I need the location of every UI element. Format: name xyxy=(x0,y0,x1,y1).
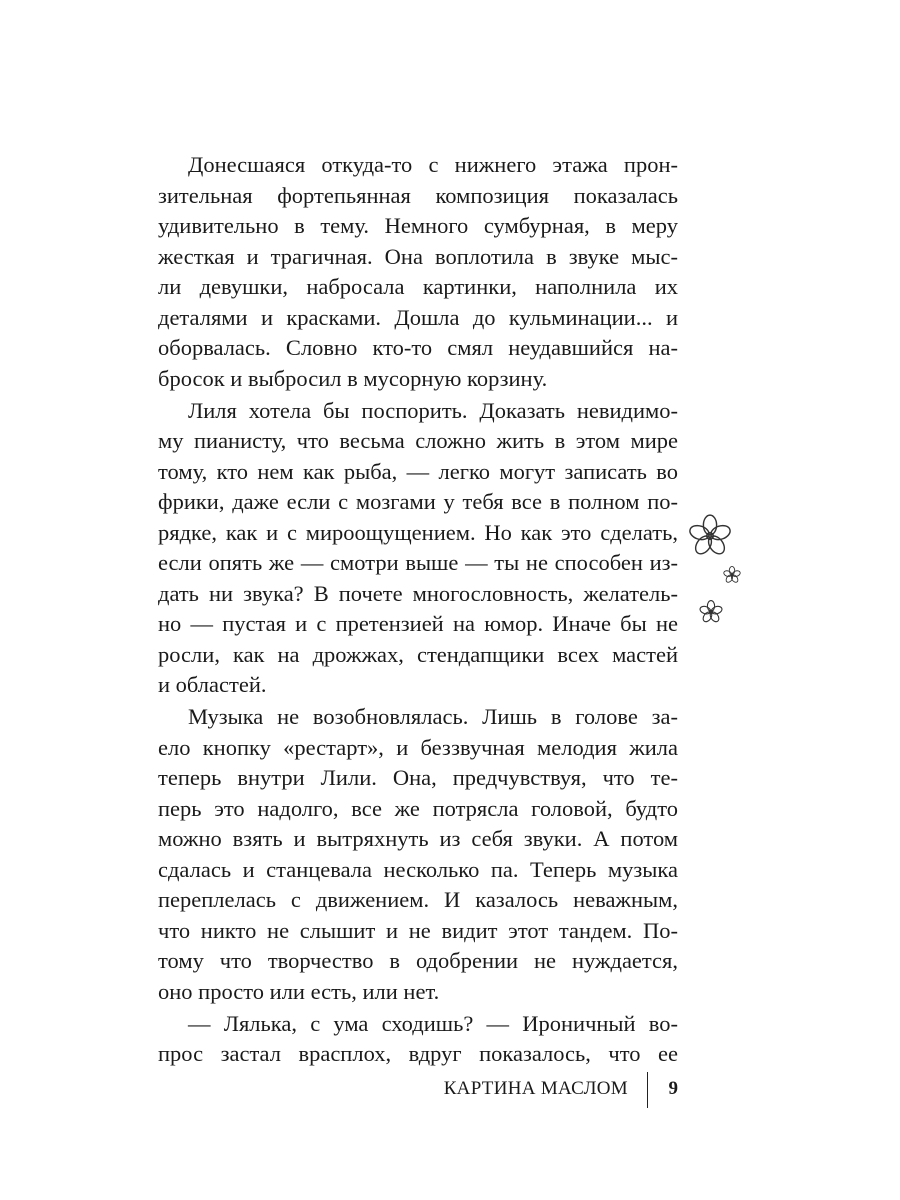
text-line: Лиля хотела бы поспорить. Доказать невидимо- xyxy=(188,397,678,423)
text-line: тому что творчество в одобрении не нуждается, xyxy=(158,948,678,973)
text-line: жесткая и трагичная. Она воплотила в звуке мыс- xyxy=(158,243,678,269)
text-line: что никто не слышит и не видит этот тандем. По- xyxy=(158,917,678,943)
text-line: можно взять и вытряхнуть из себя звуки. А потом xyxy=(158,826,678,851)
paragraph xyxy=(158,396,678,701)
text-line: перь это надолго, все же потрясла головой, будто xyxy=(158,795,678,821)
text-line: оно просто или есть, или нет. xyxy=(158,978,440,1004)
footer-divider xyxy=(647,1072,648,1108)
text-line: тому, кто нем как рыба, — легко могут записать во xyxy=(158,458,678,484)
text-line: бросок и выбросил в мусорную корзину. xyxy=(158,365,548,391)
page-footer xyxy=(440,1072,678,1112)
text-line: росли, как на дрожжах, стендапщики всех мастей xyxy=(158,641,678,667)
text-line: если опять же — смотри выше — ты не способен из- xyxy=(158,550,678,575)
text-line: прос застал врасплох, вдруг показалось, что ее xyxy=(158,1041,678,1066)
body-text xyxy=(158,150,678,1071)
text-line: — Лялька, с ума сходишь? — Ироничный во- xyxy=(188,1010,678,1036)
text-line: и областей. xyxy=(158,672,267,697)
text-line: деталями и красками. Дошла до кульминации... и xyxy=(158,304,678,330)
text-line: сдалась и станцевала несколько па. Теперь музыка xyxy=(158,856,678,882)
paragraph xyxy=(158,150,678,394)
text-line: но — пустая и с претензией на юмор. Иначе бы не xyxy=(158,611,678,636)
running-title: КАРТИНА МАСЛОМ xyxy=(443,1078,628,1099)
text-line: ли девушки, набросала картинки, наполнила их xyxy=(158,274,678,299)
text-line: оборвалась. Словно кто-то смял неудавшийся на- xyxy=(158,335,678,360)
flower-icon xyxy=(723,566,741,584)
text-line: Донесшаяся откуда-то с нижнего этажа прон- xyxy=(188,152,678,177)
text-line: теперь внутри Лили. Она, предчувствуя, что те- xyxy=(158,765,678,790)
page-number: 9 xyxy=(668,1078,678,1099)
paragraph xyxy=(158,702,678,1007)
text-line: дать ни звука? В почете многословность, желатель- xyxy=(158,580,678,606)
flower-icon xyxy=(688,514,732,558)
text-line: зительная фортепьянная композиция показалась xyxy=(158,182,678,208)
text-line: Музыка не возобновлялась. Лишь в голове за- xyxy=(188,704,678,729)
text-line: му пианисту, что весьма сложно жить в этом мире xyxy=(158,428,678,453)
flower-icon xyxy=(699,600,723,624)
text-line: удивительно в тему. Немного сумбурная, в меру xyxy=(158,213,678,238)
text-line: фрики, даже если с мозгами у тебя все в полном по- xyxy=(158,489,678,514)
text-line: рядке, как и с мироощущением. Но как это сделать, xyxy=(158,519,678,545)
paragraph xyxy=(158,1009,678,1070)
text-line: ело кнопку «рестарт», и беззвучная мелодия жила xyxy=(158,734,678,760)
text-line: переплелась с движением. И казалось неважным, xyxy=(158,887,678,912)
